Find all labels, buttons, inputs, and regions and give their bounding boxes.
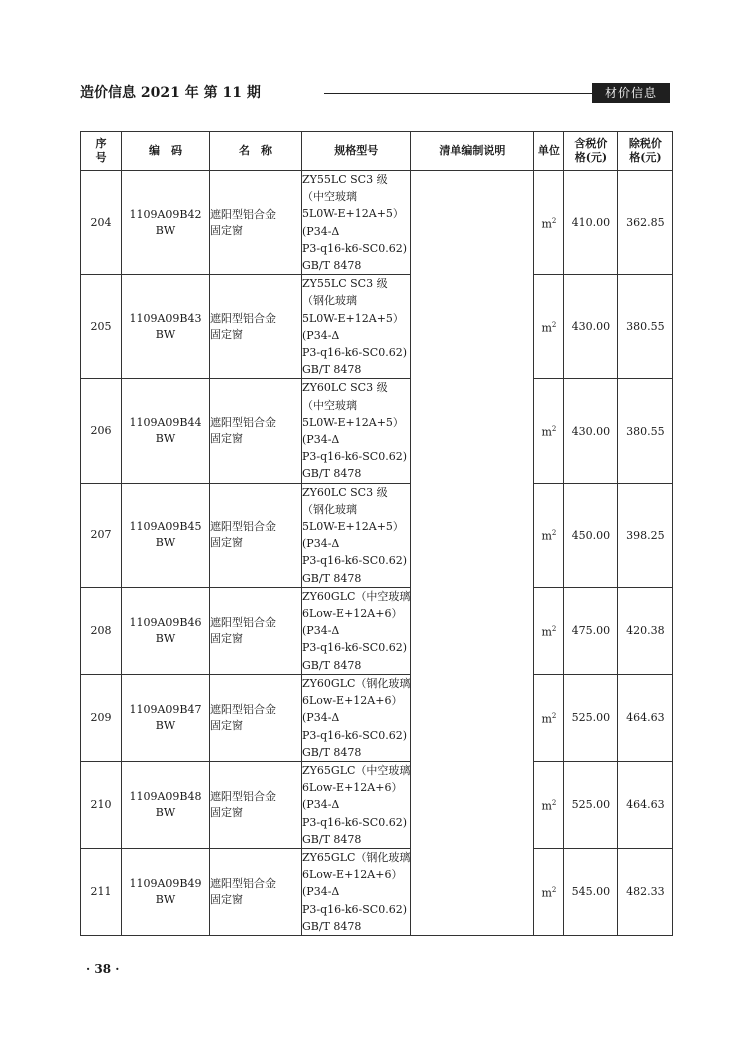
col-header-code: 编 码 bbox=[122, 132, 210, 171]
row-price-notax: 464.63 bbox=[618, 761, 673, 848]
row-unit bbox=[534, 483, 564, 587]
col-header-spec: 规格型号 bbox=[302, 132, 411, 171]
row-price-tax: 430.00 bbox=[564, 379, 618, 483]
row-name: 遮阳型铝合金 固定窗 bbox=[210, 761, 302, 848]
row-seq: 206 bbox=[81, 379, 122, 483]
page-header bbox=[80, 83, 670, 105]
row-unit bbox=[534, 379, 564, 483]
row-code: 1109A09B43 BW bbox=[122, 275, 210, 379]
row-price-notax: 380.55 bbox=[618, 275, 673, 379]
row-unit bbox=[534, 674, 564, 761]
unit-base: m bbox=[541, 799, 552, 813]
unit-base: m bbox=[541, 217, 552, 231]
row-code: 1109A09B47 BW bbox=[122, 674, 210, 761]
publication-title: 造价信息 2021 年 第 11 期 bbox=[80, 85, 261, 101]
row-seq: 210 bbox=[81, 761, 122, 848]
unit-superscript: 2 bbox=[551, 216, 557, 225]
row-price-tax: 475.00 bbox=[564, 587, 618, 674]
unit-superscript: 2 bbox=[551, 425, 557, 434]
row-code: 1109A09B45 BW bbox=[122, 483, 210, 587]
col-header-desc: 清单编制说明 bbox=[411, 132, 534, 171]
unit-base: m bbox=[541, 530, 552, 544]
unit-superscript: 2 bbox=[551, 529, 557, 538]
row-name: 遮阳型铝合金 固定窗 bbox=[210, 171, 302, 275]
row-spec: ZY60GLC（中空玻璃 6Low-E+12A+6） (P34-Δ P3-q16-k6-SC0.62) GB/T 8478 bbox=[302, 587, 411, 674]
row-price-tax: 430.00 bbox=[564, 275, 618, 379]
unit-base: m bbox=[541, 886, 552, 900]
unit-base: m bbox=[541, 425, 552, 439]
unit-base: m bbox=[541, 321, 552, 335]
row-unit bbox=[534, 587, 564, 674]
row-code: 1109A09B49 BW bbox=[122, 848, 210, 935]
row-spec: ZY65GLC（中空玻璃 6Low-E+12A+6） (P34-Δ P3-q16-k6-SC0.62) GB/T 8478 bbox=[302, 761, 411, 848]
unit-superscript: 2 bbox=[551, 625, 557, 634]
row-price-notax: 420.38 bbox=[618, 587, 673, 674]
page-number: · 38 · bbox=[86, 962, 120, 976]
row-code: 1109A09B44 BW bbox=[122, 379, 210, 483]
unit-superscript: 2 bbox=[551, 712, 557, 721]
row-seq: 207 bbox=[81, 483, 122, 587]
row-name: 遮阳型铝合金 固定窗 bbox=[210, 848, 302, 935]
row-price-notax: 362.85 bbox=[618, 171, 673, 275]
row-price-tax: 545.00 bbox=[564, 848, 618, 935]
row-seq: 211 bbox=[81, 848, 122, 935]
row-price-notax: 398.25 bbox=[618, 483, 673, 587]
col-header-name: 名 称 bbox=[210, 132, 302, 171]
table-row bbox=[81, 275, 673, 379]
row-code: 1109A09B42 BW bbox=[122, 171, 210, 275]
table-row bbox=[81, 379, 673, 483]
col-header-price-tax: 含税价 格(元) bbox=[564, 132, 618, 171]
unit-superscript: 2 bbox=[551, 886, 557, 895]
row-name: 遮阳型铝合金 固定窗 bbox=[210, 587, 302, 674]
row-spec: ZY60LC SC3 级 （中空玻璃 5L0W-E+12A+5） (P34-Δ P3-q16-k6-SC0.62) GB/T 8478 bbox=[302, 379, 411, 483]
row-price-tax: 410.00 bbox=[564, 171, 618, 275]
row-name: 遮阳型铝合金 固定窗 bbox=[210, 379, 302, 483]
row-price-tax: 450.00 bbox=[564, 483, 618, 587]
table-row bbox=[81, 761, 673, 848]
row-spec: ZY60GLC（钢化玻璃 6Low-E+12A+6） (P34-Δ P3-q16-k6-SC0.62) GB/T 8478 bbox=[302, 674, 411, 761]
col-header-seq: 序 号 bbox=[81, 132, 122, 171]
col-header-price-notax: 除税价 格(元) bbox=[618, 132, 673, 171]
row-unit bbox=[534, 848, 564, 935]
table-row bbox=[81, 848, 673, 935]
row-name: 遮阳型铝合金 固定窗 bbox=[210, 483, 302, 587]
row-price-notax: 380.55 bbox=[618, 379, 673, 483]
row-code: 1109A09B46 BW bbox=[122, 587, 210, 674]
row-seq: 205 bbox=[81, 275, 122, 379]
price-table bbox=[80, 131, 673, 936]
unit-superscript: 2 bbox=[551, 799, 557, 808]
table-row bbox=[81, 587, 673, 674]
row-seq: 208 bbox=[81, 587, 122, 674]
row-unit bbox=[534, 761, 564, 848]
table-row bbox=[81, 483, 673, 587]
row-name: 遮阳型铝合金 固定窗 bbox=[210, 674, 302, 761]
row-spec: ZY65GLC（钢化玻璃 6Low-E+12A+6） (P34-Δ P3-q16-k6-SC0.62) GB/T 8478 bbox=[302, 848, 411, 935]
table-row bbox=[81, 674, 673, 761]
row-price-tax: 525.00 bbox=[564, 761, 618, 848]
row-price-notax: 482.33 bbox=[618, 848, 673, 935]
table-header-row bbox=[81, 132, 673, 171]
row-code: 1109A09B48 BW bbox=[122, 761, 210, 848]
section-badge: 材价信息 bbox=[592, 83, 670, 103]
row-spec: ZY55LC SC3 级 （钢化玻璃 5L0W-E+12A+5） (P34-Δ P3-q16-k6-SC0.62) GB/T 8478 bbox=[302, 275, 411, 379]
row-price-notax: 464.63 bbox=[618, 674, 673, 761]
unit-base: m bbox=[541, 712, 552, 726]
row-seq: 209 bbox=[81, 674, 122, 761]
row-unit bbox=[534, 171, 564, 275]
unit-base: m bbox=[541, 625, 552, 639]
col-header-unit: 单位 bbox=[534, 132, 564, 171]
row-name: 遮阳型铝合金 固定窗 bbox=[210, 275, 302, 379]
row-spec: ZY60LC SC3 级 （钢化玻璃 5L0W-E+12A+5） (P34-Δ P3-q16-k6-SC0.62) GB/T 8478 bbox=[302, 483, 411, 587]
table-row bbox=[81, 171, 673, 275]
row-unit bbox=[534, 275, 564, 379]
row-price-tax: 525.00 bbox=[564, 674, 618, 761]
row-desc bbox=[411, 171, 534, 936]
row-spec: ZY55LC SC3 级 （中空玻璃 5L0W-E+12A+5） (P34-Δ P3-q16-k6-SC0.62) GB/T 8478 bbox=[302, 171, 411, 275]
unit-superscript: 2 bbox=[551, 321, 557, 329]
table-body bbox=[81, 171, 673, 936]
row-seq: 204 bbox=[81, 171, 122, 275]
